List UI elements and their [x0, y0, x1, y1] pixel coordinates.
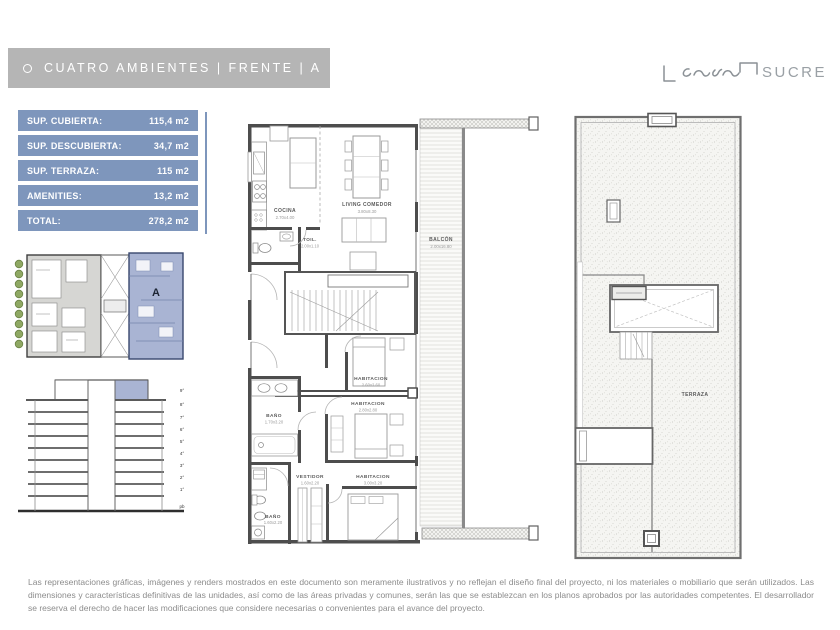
summary-table [18, 110, 198, 231]
room-dims: 2.80x2.80 [358, 407, 378, 413]
bathroom-2-zone [252, 468, 267, 539]
toilette-zone [248, 227, 320, 272]
row-label: SUP. TERRAZA: [27, 165, 100, 176]
floor-label: pb [179, 504, 185, 509]
room-label: BAÑO [266, 414, 282, 419]
room-dims: 2.60x2.60 [361, 382, 381, 388]
room-dims: 2.00x1.10 [301, 243, 319, 249]
highlighted-floor [115, 380, 148, 400]
row-label: AMENITIES: [27, 190, 83, 201]
row-label: TOTAL: [27, 215, 61, 226]
disclaimer-text: Las representaciones gráficas, imágenes y renders mostrados en este documento son meramente ilustrativos y no reflejan el diseño final del proyecto, ni los materiales o mobiliario que serán utilizados. Las dimensiones y características definitivas de las unidades, así como de las áreas privadas y comunes, serán las que se establezcan en los planos aprobados por las autoridades competentes. El desarrollador se reserva el derecho de hacer las modificaciones que considere necesarias o convenientes para el avance del proyecto. [28, 577, 814, 613]
tree-row-icon [15, 260, 23, 348]
floor-label: 2° [179, 475, 185, 480]
row-label: SUP. DESCUBIERTA: [27, 140, 122, 151]
room-label: BALCÓN [429, 237, 453, 243]
room-dims: 3.80x8.30 [357, 209, 377, 214]
key-plan [10, 250, 188, 372]
brand-name: SUCRE [762, 64, 824, 81]
table-row [18, 110, 198, 131]
row-value: 115 m2 [157, 165, 189, 176]
room-dims: 1.60x2.20 [263, 520, 283, 525]
room-label: HABITACION [351, 402, 385, 407]
brand-logo [656, 50, 824, 90]
unit-letter-label: A [152, 287, 160, 299]
floor-label: 4° [179, 451, 185, 456]
floor-label: 1° [179, 487, 185, 492]
vertical-divider [205, 112, 207, 234]
terrace-structure [576, 114, 741, 559]
table-row [18, 135, 198, 156]
bedroom-3-zone [328, 486, 417, 540]
room-label: BAÑO [265, 515, 281, 520]
terrace-label: TERRAZA [681, 392, 709, 398]
room-label: COCINA [273, 208, 297, 214]
room-label: VESTIDOR [296, 475, 324, 480]
room-label: LIVING COMEDOR [342, 202, 392, 208]
room-label: HABITACION [354, 377, 388, 382]
room-label: TOIL. [303, 237, 317, 242]
row-value: 13,2 m2 [153, 190, 189, 201]
casa-script-icon [656, 50, 824, 90]
room-dims: 2.00x16.80 [430, 244, 452, 249]
table-row [18, 160, 198, 181]
balcony-zone [420, 117, 538, 540]
page-title: CUATRO AMBIENTES | FRENTE | A [44, 61, 322, 75]
room-dims: 1.60x2.20 [300, 480, 320, 486]
building-elevation [12, 376, 190, 524]
floor-labels [179, 388, 185, 509]
room-dims: 3.00x3.20 [363, 480, 383, 486]
row-value: 115,4 m2 [149, 115, 189, 126]
floor-label: 6° [179, 427, 185, 432]
room-dims: 1.70x3.20 [264, 419, 284, 425]
entry-doors [251, 274, 277, 368]
header-bar [8, 48, 330, 88]
floor-label: 8° [179, 402, 185, 407]
main-floor-plan [240, 112, 542, 559]
neighbor-unit-plan [27, 255, 101, 357]
row-value: 34,7 m2 [153, 140, 189, 151]
elevation-structure [18, 380, 184, 511]
room-dims: 2.70x4.00 [275, 215, 295, 220]
floor-label: 9° [179, 388, 185, 393]
floor-label: 5° [179, 439, 185, 444]
floor-label: 3° [179, 463, 185, 468]
terrace-plan [573, 112, 745, 564]
floor-label: 7° [179, 415, 185, 420]
room-label: HABITACION [356, 475, 390, 480]
row-label: SUP. CUBIERTA: [27, 115, 103, 126]
row-value: 278,2 m2 [148, 215, 189, 226]
highlighted-unit-plan [129, 253, 183, 359]
table-row [18, 185, 198, 206]
table-row [18, 210, 198, 231]
core-shaft-plan [101, 255, 129, 357]
circle-bullet-icon [23, 64, 32, 73]
staircase [285, 272, 415, 334]
